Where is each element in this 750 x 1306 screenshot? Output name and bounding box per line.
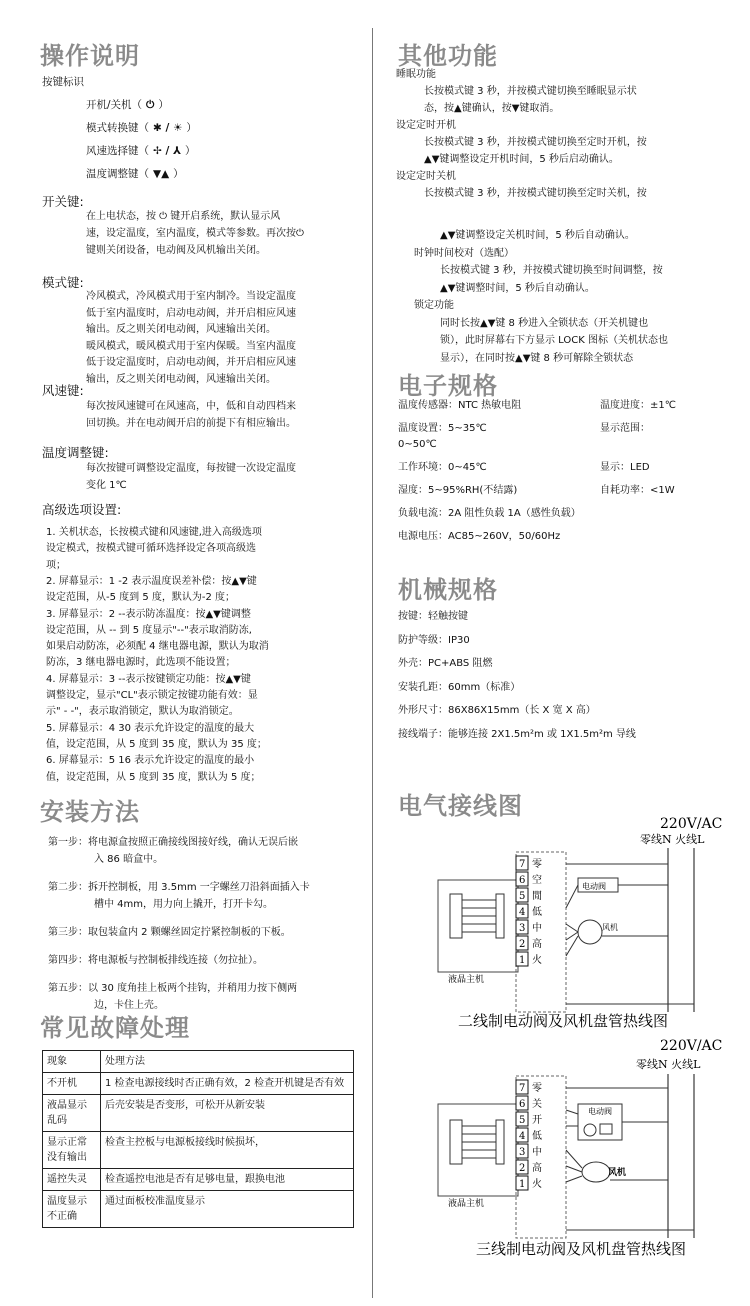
mech-spec: 外形尺寸：86X86X15mm（长 X 宽 X 高） — [398, 705, 596, 716]
d1-voltage: 220V/AC — [660, 816, 723, 832]
fault-row — [43, 1191, 354, 1228]
text-line: 每次按键可调整设定温度，每按键一次设定温度 — [86, 463, 296, 474]
other-line: 时钟时间校对（选配） — [414, 247, 514, 259]
fault-solution: 检查遥控电池是否有足够电量，跟换电池 — [101, 1169, 354, 1191]
terminal-number: 5 — [519, 1115, 526, 1126]
d1-fan-label: 风机 — [602, 923, 618, 932]
temp-heading: 温度调整键: — [42, 445, 109, 460]
key-label-end: ） — [173, 168, 184, 180]
d2-caption: 三线制电动阀及风机盘管热线图 — [476, 1240, 687, 1258]
terminal-label: 开 — [532, 1115, 542, 1126]
text-line: 在上电状态，按 ⏻ 键开启系统，默认显示风 — [86, 211, 281, 222]
spec-right: 自耗功率：<1W — [600, 485, 675, 496]
advanced-heading: 高级选项设置: — [42, 502, 122, 517]
d1-valve-label: 电动阀 — [582, 882, 606, 891]
install-step: 第一步：将电源盒按照正确接线图接好线，确认无误后嵌 — [48, 837, 298, 848]
install-step: 边，卡住上壳。 — [94, 1000, 164, 1011]
key-row — [86, 96, 169, 114]
d2-voltage: 220V/AC — [660, 1038, 723, 1054]
terminal-label: 高 — [532, 1163, 542, 1174]
text-line: 每次按风速键可在风速高，中，低和自动四档来 — [86, 401, 296, 412]
other-line: 长按模式键 3 秒，并按模式键切换至时间调整，按 — [440, 265, 663, 276]
mech-spec: 外壳：PC+ABS 阻燃 — [398, 658, 493, 669]
key-row — [86, 119, 197, 137]
other-line: 长按模式键 3 秒，并按模式键切换至睡眠显示状 — [424, 86, 637, 97]
spec-left: 0~50℃ — [398, 439, 437, 450]
text-line: 低于室内温度时，启动电动阀，并开启相应风速 — [86, 307, 296, 319]
spec-left: 工作环境：0~45℃ — [398, 462, 487, 473]
electronic-title: 电子规格 — [398, 372, 498, 400]
spec-right: 温度进度：±1℃ — [600, 400, 676, 411]
key-icon: ✱ / ☀ — [153, 122, 183, 134]
install-step: 第三步：取包装盒内 2 颗螺丝固定拧紧控制板的下板。 — [48, 927, 291, 938]
text-line: 5. 屏幕显示：4 30 表示允许设定的温度的最大 — [46, 722, 255, 734]
terminal-label: 火 — [532, 955, 542, 966]
fault-header-symptom: 现象 — [43, 1051, 101, 1073]
fault-symptom: 温度显示不正确 — [43, 1191, 101, 1228]
fault-table-header — [43, 1051, 354, 1073]
text-line: 键则关闭设备，电动阀及风机输出关闭。 — [86, 245, 266, 256]
terminal-label: 低 — [532, 1131, 542, 1142]
key-row — [86, 165, 184, 183]
text-line: 变化 1℃ — [86, 480, 127, 491]
text-line: 调整设定，显示"CL"表示锁定按键功能有效：显 — [46, 690, 258, 701]
terminal-number: 4 — [519, 907, 526, 918]
wiring-diagram-two-wire — [418, 812, 738, 1034]
text-line: 输出。反之则关闭电动阀，风速输出关闭。 — [86, 324, 276, 335]
key-label-end: ） — [158, 99, 169, 111]
text-line: 示" - -"，表示取消锁定，默认为取消锁定。 — [46, 706, 239, 718]
power-heading: 开关键: — [42, 194, 84, 209]
d1-caption: 二线制电动阀及风机盘管热线图 — [458, 1012, 669, 1030]
fault-symptom: 遥控失灵 — [43, 1169, 101, 1191]
fault-row — [43, 1073, 354, 1095]
d1-fan-circle — [578, 920, 602, 944]
terminal-number: 4 — [519, 1131, 526, 1142]
other-line: ▲▼键调整时间，5 秒后自动确认。 — [440, 282, 595, 294]
operation-title: 操作说明 — [40, 42, 140, 70]
fault-row — [43, 1169, 354, 1191]
fault-row — [43, 1132, 354, 1169]
terminal-label: 中 — [532, 923, 542, 934]
terminal-number: 7 — [519, 859, 526, 870]
spec-right: 显示范围： — [600, 423, 650, 434]
text-line: 速，设定温度，室内温度，模式等参数。再次按⏻ — [86, 228, 304, 239]
d2-valve-label: 电动阀 — [588, 1107, 612, 1116]
text-line: 2. 屏幕显示：1 -2 表示温度误差补偿：按▲▼键 — [46, 575, 257, 587]
text-line: 防冻，3 继电器电源时，此选项不能设置； — [46, 657, 236, 669]
mechanical-title: 机械规格 — [398, 576, 498, 604]
fault-row — [43, 1095, 354, 1132]
terminal-number: 5 — [519, 891, 526, 902]
terminal-number: 1 — [519, 955, 526, 966]
terminal-number: 6 — [519, 875, 526, 886]
text-line: 回切换。并在电动阀开启的前提下有相应输出。 — [86, 418, 296, 429]
key-label-end: ） — [186, 122, 197, 134]
faults-title: 常见故障处理 — [40, 1014, 190, 1042]
key-label: 开机/关机（ — [86, 99, 143, 111]
fault-solution: 通过面板校准温度显示 — [101, 1191, 354, 1228]
key-row — [86, 142, 195, 160]
key-label: 风速选择键（ — [86, 145, 149, 157]
d1-lines-label: 零线N 火线L — [640, 833, 705, 846]
terminal-number: 3 — [519, 923, 526, 934]
spec-left: 负载电流：2A 阻性负载 1A（感性负载） — [398, 508, 581, 519]
key-icon: ✢ / ⅄ — [153, 145, 181, 157]
install-step: 第五步：以 30 度角挂上板两个挂钩，并稍用力按下侧两 — [48, 983, 298, 994]
text-line: 设定范围，从-5 度到 5 度，默认为-2 度； — [46, 592, 236, 604]
fault-solution: 1 检查电源接线时否正确有效，2 检查开机键是否有效 — [101, 1073, 354, 1095]
mech-spec: 按键：轻触按键 — [398, 611, 468, 622]
other-line: 长按模式键 3 秒，并按模式键切换至定时开机，按 — [424, 137, 647, 148]
terminal-number: 2 — [519, 1163, 526, 1174]
other-line: 锁定功能 — [414, 300, 454, 311]
mode-heading: 模式键: — [42, 275, 84, 290]
wiring-title: 电气接线图 — [398, 792, 523, 820]
text-line: 值，设定范围，从 5 度到 35 度，默认为 5 度； — [46, 771, 261, 783]
install-title: 安装方法 — [40, 798, 140, 826]
text-line: 输出，反之则关闭电动阀，风速输出关闭。 — [86, 373, 276, 385]
text-line: 6. 屏幕显示：5 16 表示允许设定的温度的最小 — [46, 755, 255, 767]
spec-left: 温度传感器：NTC 热敏电阻 — [398, 400, 522, 411]
key-labels-heading: 按键标识 — [42, 76, 84, 88]
key-label: 模式转换键（ — [86, 122, 149, 134]
d2-lines-label: 零线N 火线L — [636, 1058, 701, 1071]
key-icon: ▼▲ — [153, 168, 170, 180]
other-title: 其他功能 — [398, 42, 498, 70]
text-line: 4. 屏幕显示：3 --表示按键锁定功能：按▲▼键 — [46, 673, 251, 685]
fan-heading: 风速键: — [42, 383, 84, 398]
spec-left: 温度设置：5~35℃ — [398, 423, 487, 434]
key-icon: ⏻ — [146, 99, 155, 111]
mech-spec: 防护等级：IP30 — [398, 634, 470, 646]
install-step: 入 86 暗盒中。 — [94, 854, 164, 865]
terminal-label: 中 — [532, 1147, 542, 1158]
d2-lcd-label: 液晶主机 — [448, 1199, 485, 1209]
other-line: 显示），在同时按▲▼键 8 秒可解除全锁状态 — [440, 352, 634, 364]
column-divider — [372, 28, 373, 1298]
terminal-number: 7 — [519, 1083, 526, 1094]
other-line: ▲▼键调整设定开机时间，5 秒后启动确认。 — [424, 154, 619, 165]
other-line: 态，按▲键确认，按▼键取消。 — [424, 103, 560, 114]
terminal-label: 高 — [532, 939, 542, 950]
key-label-end: ） — [184, 145, 196, 157]
other-line: 锁），此时屏幕右下方显示 LOCK 图标（关机状态也 — [440, 335, 668, 346]
install-step: 第四步：将电源板与控制板排线连接（勿拉扯）。 — [48, 955, 263, 966]
wiring-diagram-three-wire — [418, 1034, 738, 1264]
fault-solution: 后壳安装是否变形，可松开从新安装 — [101, 1095, 354, 1132]
text-line: 3. 屏幕显示：2 --表示防冻温度：按▲▼键调整 — [46, 608, 251, 620]
text-line: 值，设定范围，从 5 度到 35 度，默认为 35 度； — [46, 738, 267, 750]
terminal-label: 閒 — [532, 891, 542, 902]
terminal-label: 空 — [532, 875, 542, 886]
terminal-label: 关 — [532, 1099, 542, 1110]
spec-left: 湿度：5~95%RH(不结露) — [398, 485, 518, 496]
text-line: 冷风模式，冷风模式用于室内制冷。当设定温度 — [86, 291, 296, 302]
other-line: 设定定时开机 — [396, 120, 456, 131]
fault-table — [42, 1050, 354, 1228]
terminal-label: 零 — [532, 859, 542, 870]
install-step: 第二步：拆开控制板，用 3.5mm 一字螺丝刀沿斜面插入卡 — [48, 882, 310, 893]
text-line: 暖风模式，暖风模式用于室内保暖。当室内温度 — [86, 340, 296, 352]
text-line: 设定模式，按模式键可循环选择设定各项高级选 — [46, 543, 256, 555]
fault-symptom: 液晶显示乱码 — [43, 1095, 101, 1132]
spec-right: 显示：LED — [600, 462, 650, 473]
text-line: 如果启动防冻，必须配 4 继电器电源，默认为取消 — [46, 641, 269, 653]
terminal-number: 2 — [519, 939, 526, 950]
terminal-label: 低 — [532, 907, 542, 918]
other-line: 同时长按▲▼键 8 秒进入全锁状态（开关机键也 — [440, 317, 649, 329]
d1-lcd-label: 液晶主机 — [448, 975, 485, 985]
text-line: 设定范围，从 -- 到 5 度显示"--"表示取消防冻, — [46, 624, 252, 636]
d2-lcd-connector — [450, 1120, 462, 1164]
d1-lcd-connector — [450, 894, 462, 938]
terminal-number: 6 — [519, 1099, 526, 1110]
key-label: 温度调整键（ — [86, 168, 149, 180]
spec-left: 电源电压：AC85~260V，50/60Hz — [398, 531, 561, 542]
d2-fan-circle — [582, 1162, 610, 1182]
mech-spec: 接线端子：能够连接 2X1.5m²m 或 1X1.5m²m 导线 — [398, 728, 636, 740]
text-line: 项； — [46, 559, 66, 571]
other-line: 长按模式键 3 秒，并按模式键切换至定时关机，按 — [424, 188, 647, 199]
terminal-number: 3 — [519, 1147, 526, 1158]
text-line: 1. 关机状态，长按模式键和风速键,进入高级选项 — [46, 527, 262, 538]
terminal-number: 1 — [519, 1179, 526, 1190]
terminal-label: 火 — [532, 1179, 542, 1190]
other-line: 设定定时关机 — [396, 171, 456, 182]
text-line: 低于设定温度时，启动电动阀，并开启相应风速 — [86, 357, 296, 368]
fault-symptom: 显示正常没有输出 — [43, 1132, 101, 1169]
other-line: ▲▼键调整设定关机时间，5 秒后自动确认。 — [440, 230, 635, 241]
d2-fan-label: 风机 — [608, 1168, 627, 1178]
terminal-label: 零 — [532, 1083, 542, 1094]
mech-spec: 安装孔距：60mm（标准） — [398, 681, 521, 693]
fault-header-solution: 处理方法 — [101, 1051, 354, 1073]
install-step: 槽中 4mm，用力向上撬开，打开卡勾。 — [94, 899, 274, 910]
fault-symptom: 不开机 — [43, 1073, 101, 1095]
other-line: 睡眠功能 — [396, 69, 436, 80]
fault-solution: 检查主控板与电源板接线时候损坏， — [101, 1132, 354, 1169]
